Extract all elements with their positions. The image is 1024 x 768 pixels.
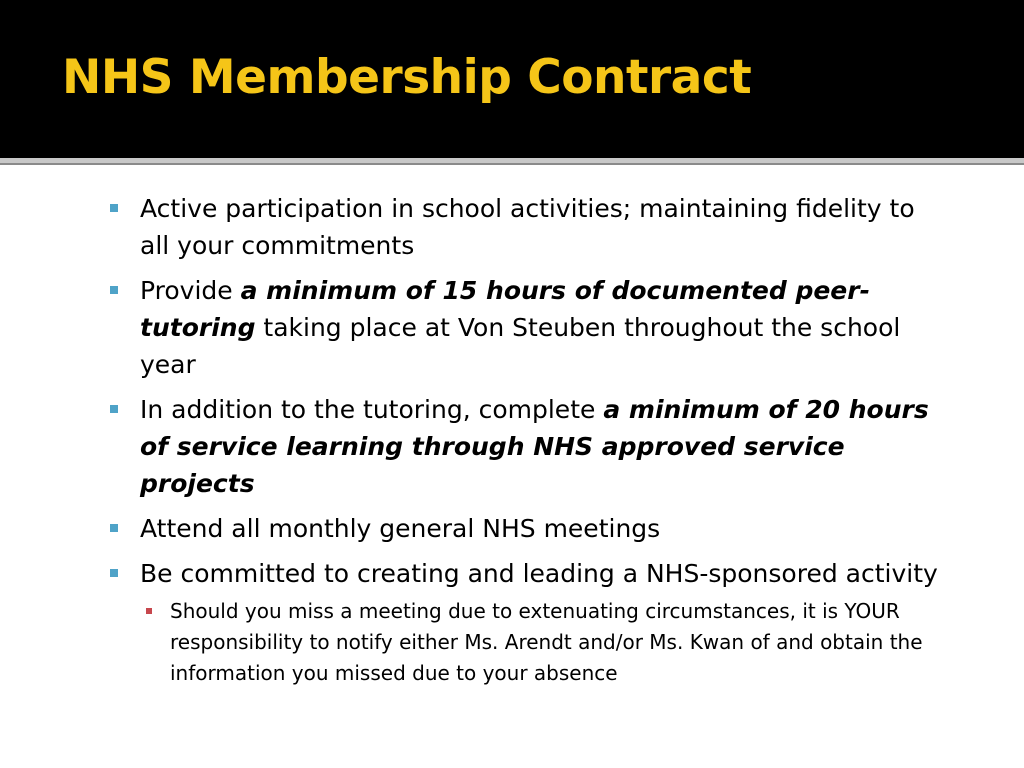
slide-title: NHS Membership Contract [62, 50, 752, 105]
bullet-item-service-learning [110, 391, 950, 502]
bullet-item-sponsored-activity [110, 555, 950, 689]
bullet-item-meetings [110, 510, 950, 547]
sub-bullet-item-missed-meeting [140, 596, 950, 689]
bullet-item-peer-tutoring [110, 272, 950, 383]
small-square-bullet-icon [146, 608, 152, 614]
square-bullet-icon [110, 286, 118, 294]
bullet-text-lead: Provide [140, 276, 241, 305]
title-bar [0, 0, 1024, 158]
title-divider-dark [0, 163, 1024, 165]
bullet-text: Active participation in school activities; maintaining fidelity to all your commitments [140, 194, 915, 260]
square-bullet-icon [110, 524, 118, 532]
bullet-text-tail: taking place at Von Steuben throughout the school year [140, 313, 901, 379]
bullet-text-emphasis: a minimum of 20 hours of service learning through NHS approved service projects [140, 395, 929, 498]
bullet-text: Be committed to creating and leading a NHS-sponsored activity [140, 559, 938, 588]
bullet-list [110, 190, 950, 697]
bullet-item-participation [110, 190, 950, 264]
bullet-text-lead: In addition to the tutoring, complete [140, 395, 604, 424]
bullet-text: Attend all monthly general NHS meetings [140, 514, 661, 543]
square-bullet-icon [110, 405, 118, 413]
bullet-text-emphasis: a minimum of 15 hours of documented peer-tutoring [140, 276, 870, 342]
square-bullet-icon [110, 569, 118, 577]
sub-bullet-list [140, 596, 950, 689]
sub-bullet-text: Should you miss a meeting due to extenuating circumstances, it is YOUR responsibility to notify either Ms. Arendt and/or Ms. Kwan of and obtain the information you missed due to your absence [170, 599, 923, 685]
square-bullet-icon [110, 204, 118, 212]
